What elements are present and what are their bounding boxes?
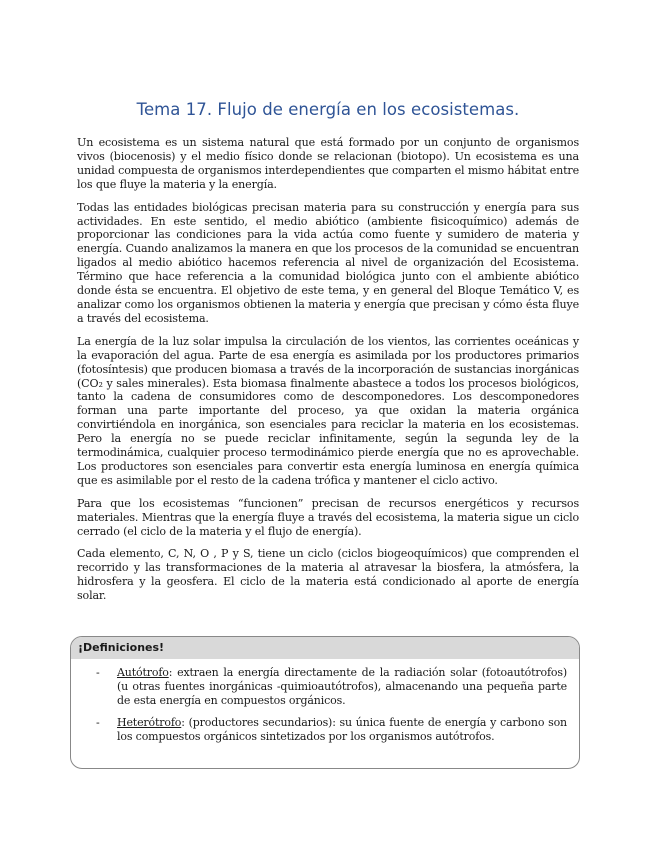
document-page: [77, 100, 579, 612]
definition-text: : (productores secundarios): su única fuente de energía y carbono son los compuestos orgánicos sintetizados por los organismos autótrofos.: [117, 715, 567, 743]
paragraph-resources: Para que los ecosistemas “funcionen” precisan de recursos energéticos y recursos materiales. Mientras que la energía fluye a través del ecosistema, la materia sigue un ciclo cerrado (el ciclo de la materia y el flujo de energía).: [77, 496, 579, 538]
paragraph-cycles: Cada elemento, C, N, O , P y S, tiene un ciclo (ciclos biogeoquímicos) que comprenden el recorrido y las transformaciones de la materia al atravesar la biosfera, la atmósfera, la hidrosfera y la geosfera. El ciclo de la materia está condicionado al aporte de energía solar.: [77, 547, 579, 603]
definitions-box: [70, 636, 580, 769]
definitions-header: ¡Definiciones!: [71, 637, 579, 659]
definition-item-heterotrofo: [97, 716, 567, 744]
definitions-list: [71, 659, 579, 744]
paragraph-matter-energy: Todas las entidades biológicas precisan materia para su construcción y energía para sus actividades. En este sentido, el medio abiótico (ambiente fisicoquímico) además de proporcionar las condiciones para la vida actúa como fuente y sumidero de materia y energía. Cuando analizamos la manera en que los procesos de la comunidad se encuentran ligados al medio abiótico hacemos referencia al nivel de organización del Ecosistema. Término que hace referencia a la comunidad biológica junto con el ambiente abiótico donde ésta se encuentra. El objetivo de este tema, y en general del Bloque Temático V, es analizar como los organismos obtienen la materia y energía que precisan y cómo ésta fluye a través del ecosistema.: [77, 200, 579, 325]
dash-bullet-icon: -: [96, 666, 100, 679]
definition-item-autotrofo: [97, 666, 567, 708]
definition-term: Heterótrofo: [117, 715, 182, 729]
paragraph-solar-energy: La energía de la luz solar impulsa la circulación de los vientos, las corrientes oceánicas y la evaporación del agua. Parte de esa energía es asimilada por los productores primarios (fotosíntesis) que producen biomasa a través de la incorporación de sustancias inorgánicas (CO₂ y sales minerales). Esta biomasa finalmente abastece a todos los procesos biológicos, tanto la cadena de consumidores como de descomponedores. Los descomponedores forman una parte importante del proceso, ya que oxidan la materia orgánica convirtiéndola en inorgánica, son esenciales para reciclar la materia en los ecosistemas. Pero la energía no se puede reciclar infinitamente, según la segunda ley de la termodinámica, cualquier proceso termodinámico pierde energía que no es aprovechable. Los productores son esenciales para convertir esta energía luminosa en energía química que es asimilable por el resto de la cadena trófica y mantener el ciclo activo.: [77, 334, 579, 487]
definition-term: Autótrofo: [117, 666, 169, 679]
definition-text: : extraen la energía directamente de la radiación solar (fotoautótrofos) (u otras fuentes inorgánicas -quimioautótrofos), almacenando una pequeña parte de esta energía en compuestos orgánicos.: [117, 666, 567, 707]
page-title: Tema 17. Flujo de energía en los ecosistemas.: [136, 100, 520, 119]
dash-bullet-icon: -: [96, 715, 100, 729]
paragraph-intro: Un ecosistema es un sistema natural que está formado por un conjunto de organismos vivos (biocenosis) y el medio físico donde se relacionan (biotopo). Un ecosistema es una unidad compuesta de organismos interdependientes que comparten el mismo hábitat entre los que fluye la materia y la energía.: [77, 136, 579, 191]
